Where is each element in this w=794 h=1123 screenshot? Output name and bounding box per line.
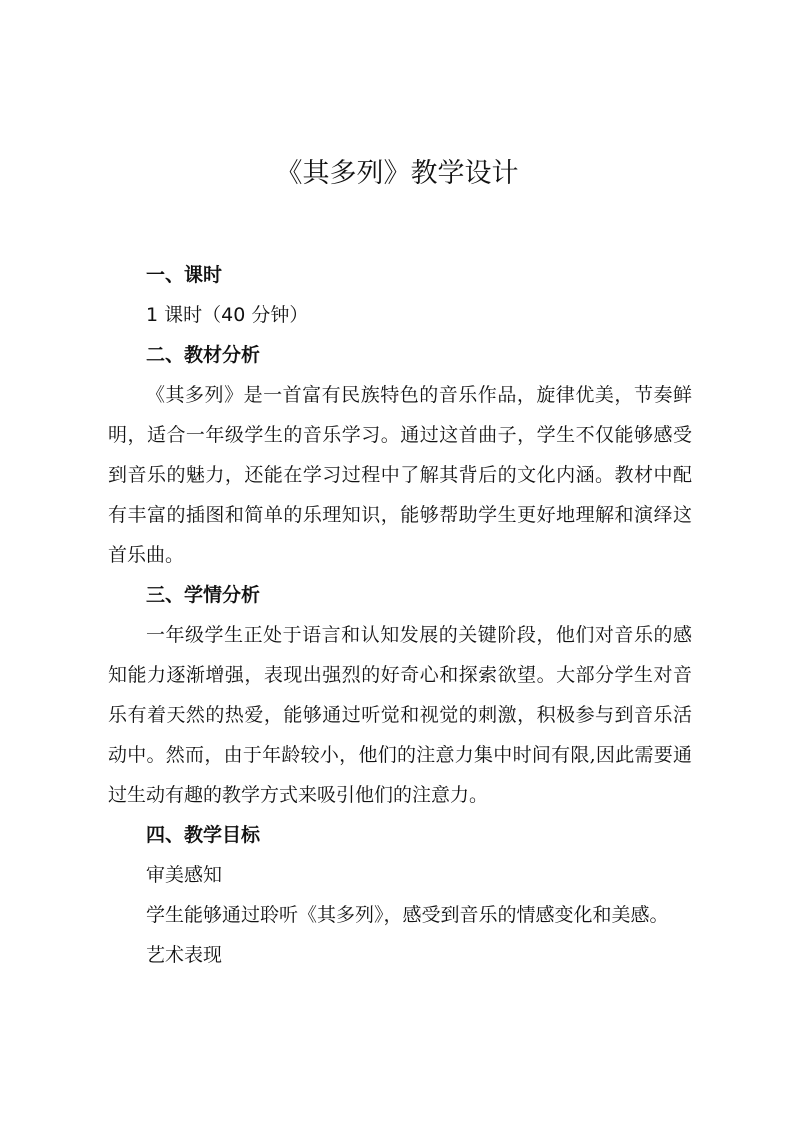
- goal-label-artistic: 艺术表现: [146, 944, 223, 966]
- section-heading-material-analysis: 二、教材分析: [146, 344, 261, 366]
- lesson-hours-text: 1 课时（40 分钟）: [146, 304, 309, 326]
- student-analysis-paragraph: 一年级学生正处于语言和认知发展的关键阶段，他们对音乐的感知能力逐渐增强，表现出强烈的好奇心和探索欲望。大部分学生对音乐有着天然的热爱，能够通过听觉和视觉的刺激，积极参与到音乐活动中。然而，由于年龄较小，他们的注意力集中时间有限,因此需要通过生动有趣的教学方式来吸引他们的注意力。: [108, 624, 692, 806]
- goal-aesthetic-paragraph: 学生能够通过聆听《其多列》，感受到音乐的情感变化和美感。: [146, 904, 669, 926]
- section-heading-lesson-hours: 一、课时: [146, 264, 223, 286]
- section-heading-student-analysis: 三、学情分析: [146, 584, 261, 606]
- material-analysis-paragraph: 《其多列》是一首富有民族特色的音乐作品，旋律优美，节奏鲜明，适合一年级学生的音乐学习。通过这首曲子，学生不仅能够感受到音乐的魅力，还能在学习过程中了解其背后的文化内涵。教材中配有丰富的插图和简单的乐理知识，能够帮助学生更好地理解和演绎这首乐曲。: [108, 384, 692, 566]
- document-title: 《其多列》教学设计: [275, 158, 519, 189]
- section-heading-teaching-goals: 四、教学目标: [146, 824, 261, 846]
- document-body: [108, 255, 692, 975]
- goal-label-aesthetic: 审美感知: [146, 864, 223, 886]
